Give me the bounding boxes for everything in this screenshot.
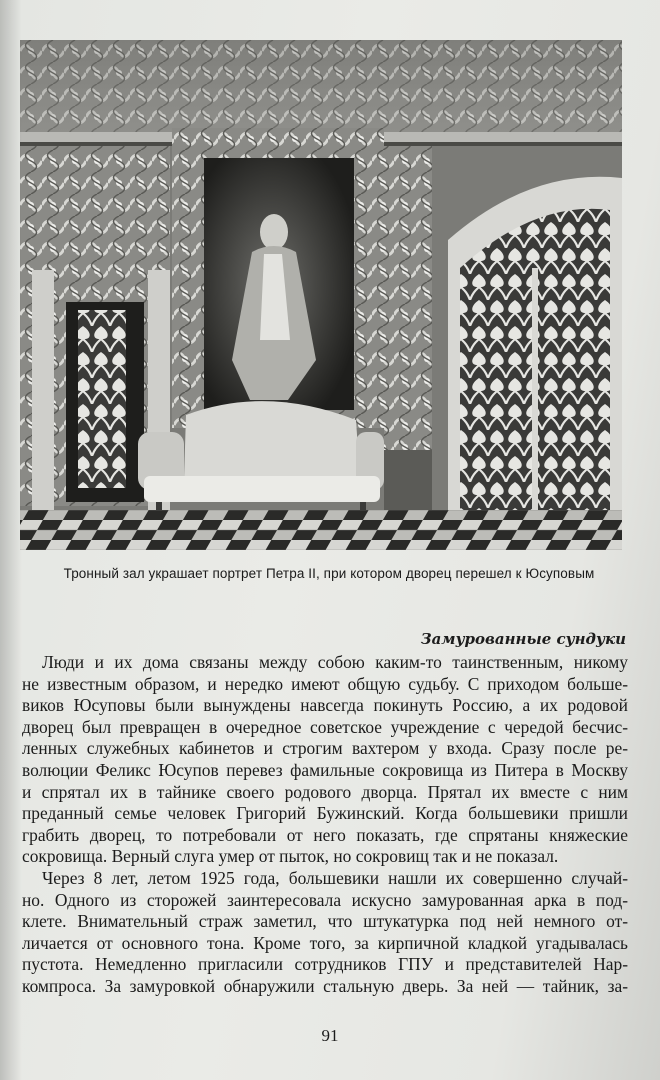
text-line: преданный семье человек Григорий Бужинский. Когда большевики пришли (22, 803, 628, 824)
text-line: Через 8 лет, летом 1925 года, большевики нашли их совершенно случай- (42, 867, 628, 888)
text-line: сокровища. Верный слуга умер от пыток, но сокровищ так и не показал. (22, 846, 559, 867)
text-line: грабить дворец, то потребовали от него показать, где спрятаны княжеские (22, 824, 628, 845)
page-number: 91 (321, 1026, 339, 1045)
section-heading: Замурованные сундуки (420, 630, 626, 648)
body-text (22, 652, 628, 998)
text-line: клете. Внимательный страж заметил, что штукатурка под ней немного от- (22, 911, 628, 932)
text-line: но. Одного из сторожей заинтересовала искусно замурованная арка в под- (22, 889, 628, 910)
text-line: компроса. За замуровкой обнаружили стальную дверь. За ней — тайник, за- (22, 975, 628, 996)
text-line: не известным образом, и нередко имеют общую судьбу. С приходом больше- (22, 673, 628, 694)
text-line: личается от основного тона. Кроме того, за кирпичной кладкой угадывалась (22, 932, 628, 953)
text-line: дворец был превращен в очередное советское учреждение с чередой бесчис- (22, 716, 628, 737)
text-line: волюции Феликс Юсупов перевез фамильные сокровища из Питера в Москву (22, 759, 628, 780)
throne-room-photo (20, 40, 622, 550)
text-line: и спрятал их в тайнике своего родового дворца. Прятал их вместе с ним (22, 781, 628, 802)
text-line: Люди и их дома связаны между собою каким-то таинственным, никому (42, 652, 628, 672)
photo-caption: Тронный зал украшает портрет Петра II, при котором дворец перешел к Юсуповым (63, 566, 595, 581)
text-line: ленных служебных кабинетов и строгим вахтером у входа. Сразу после ре- (22, 738, 628, 759)
text-line: виков Юсуповы были вынуждены навсегда покинуть Россию, а их родовой (22, 695, 628, 716)
text-line: пустота. Немедленно пригласили сотрудников ГПУ и представителей Нар- (22, 954, 628, 975)
